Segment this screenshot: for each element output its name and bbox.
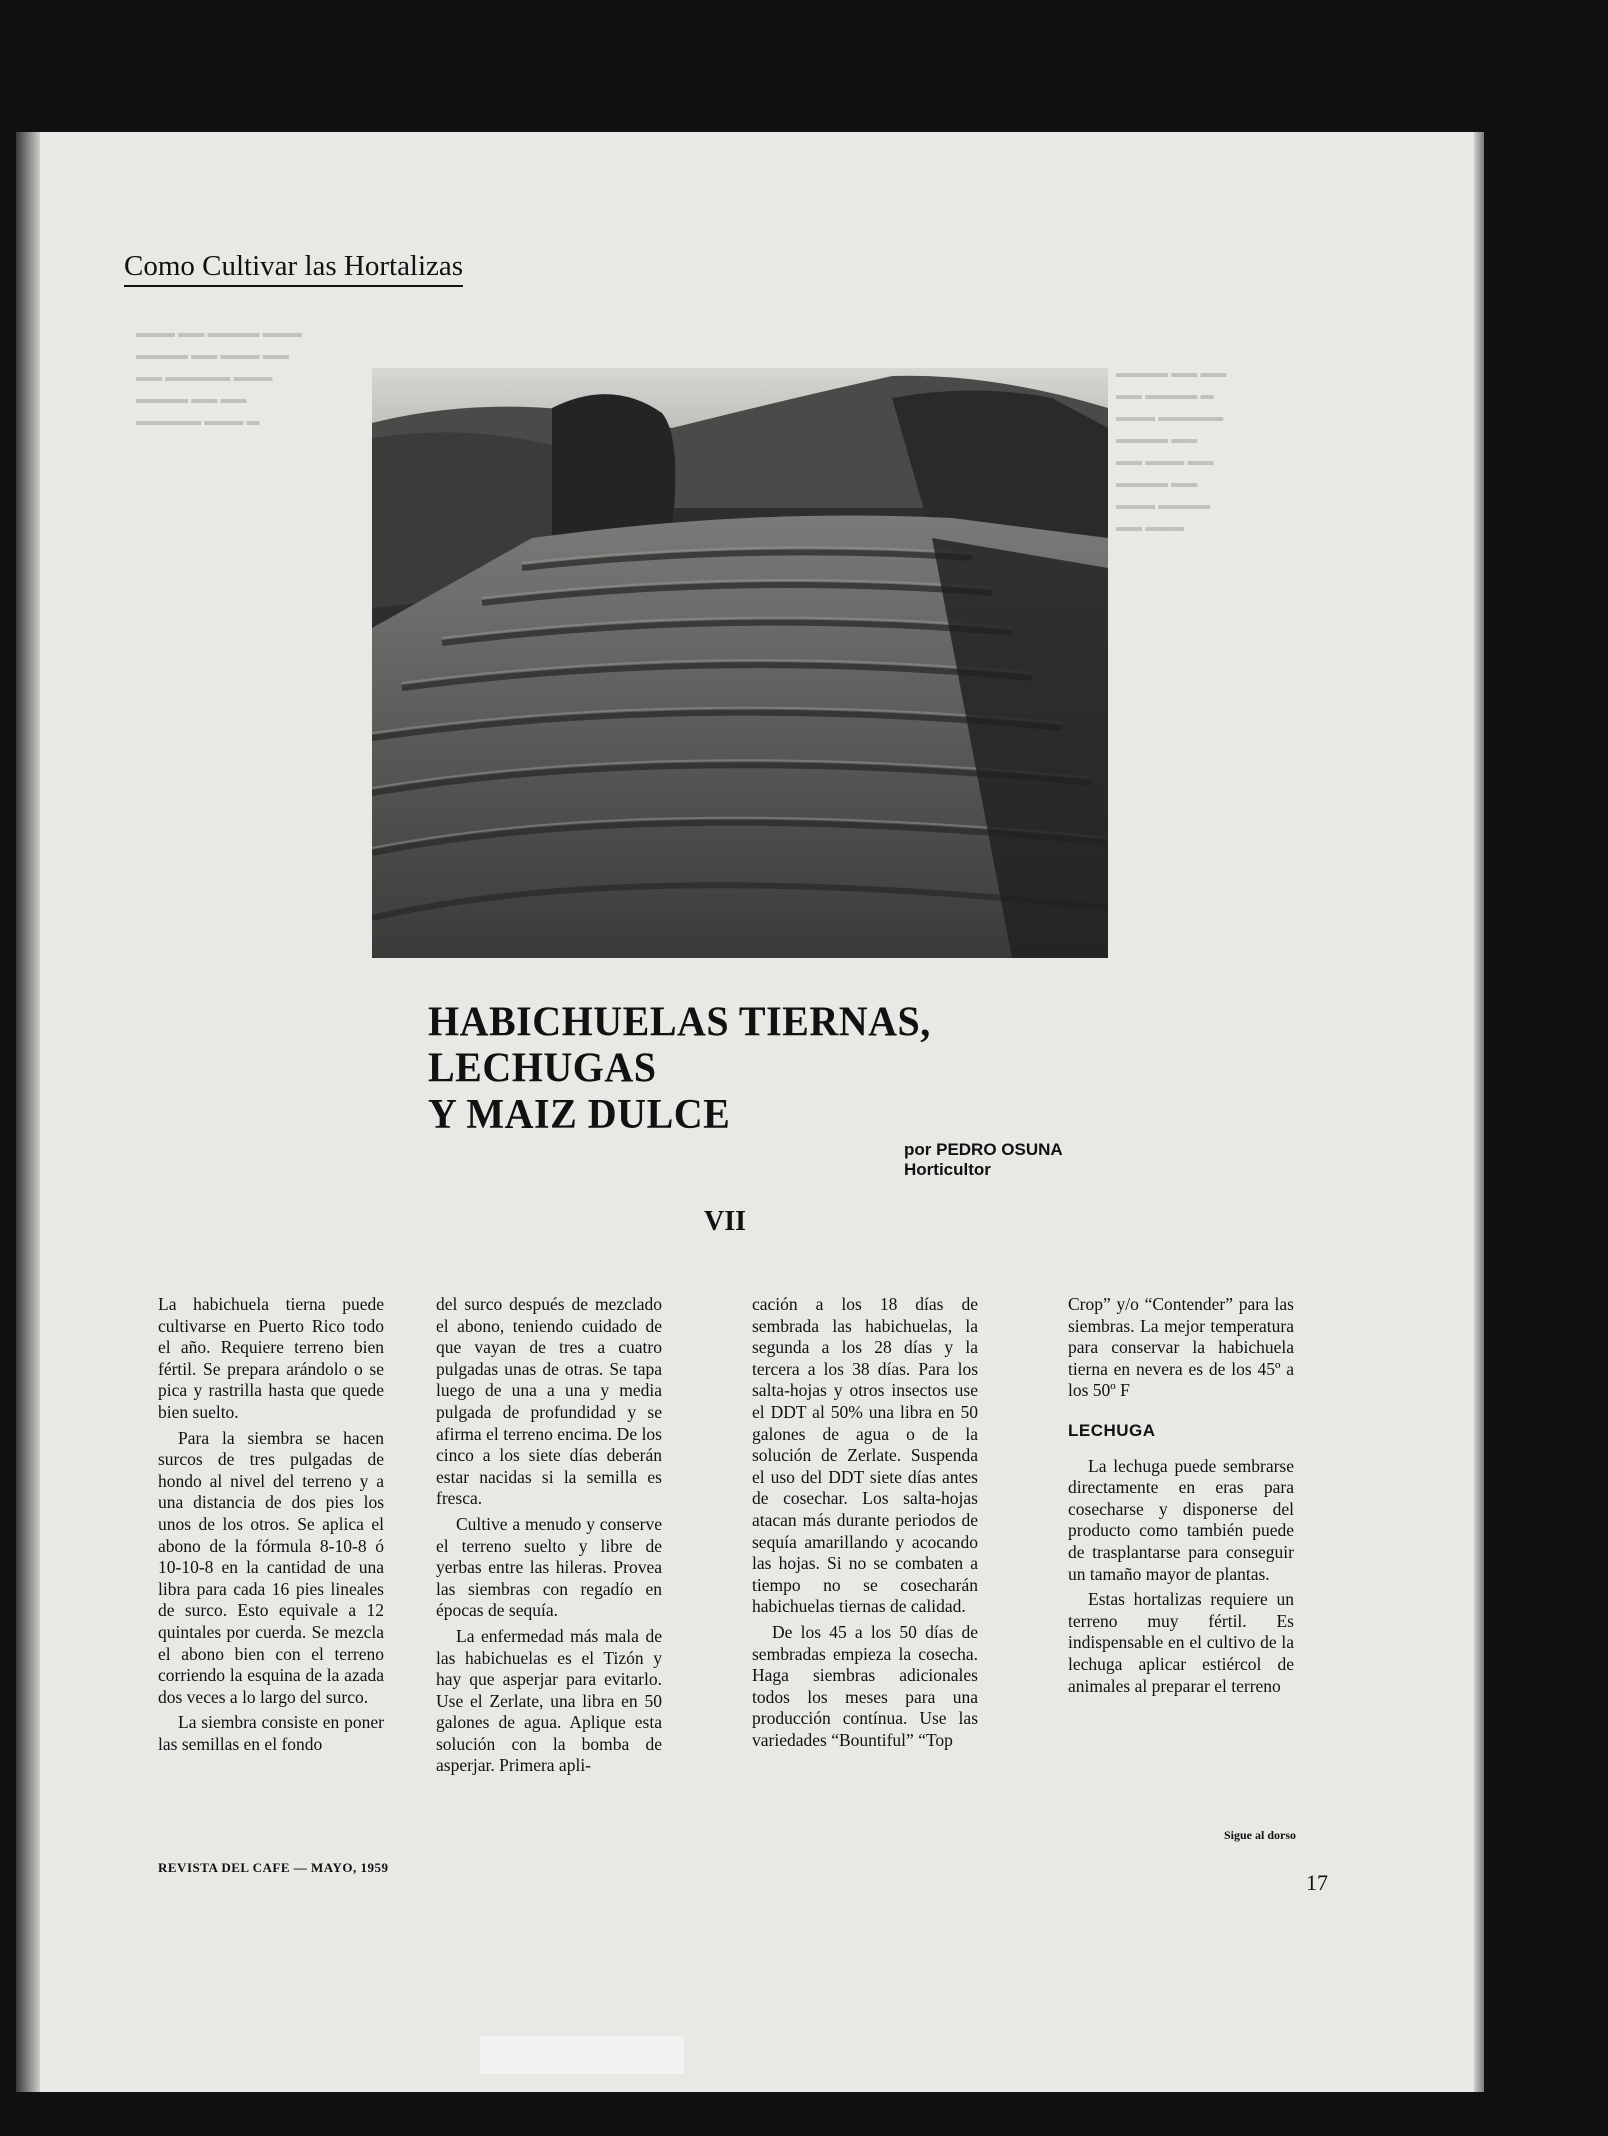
headline-line-1: HABICHUELAS TIERNAS, LECHUGAS bbox=[428, 997, 931, 1092]
part-number: VII bbox=[704, 1206, 747, 1237]
author-name: por PEDRO OSUNA bbox=[904, 1140, 1063, 1159]
text-column-1 bbox=[158, 1294, 384, 1759]
paragraph: La enfermedad más mala de las habichuelas es el Tizón y hay que asperjar para evitarlo. Use el Zerlate, una libra en 50 galones de agua. Aplique esta solución con la bomba de asperjar. Primera apli- bbox=[436, 1625, 662, 1776]
paragraph: del surco después de mezclado el abono, teniendo cuidado de que vayan de tres a cuatro pulgadas unas de otras. Se tapa luego de una a una y media pulgada de profundidad y se afirma el terreno encima. De los cinco a los siete días deberán estar nacidas si la semilla es fresca. bbox=[436, 1294, 662, 1509]
paragraph: Estas hortalizas requiere un terreno muy fértil. Es indispensable en el cultivo de la lechuga aplicar estiércol de animales al preparar el terreno bbox=[1068, 1589, 1294, 1696]
field-image bbox=[372, 368, 1108, 958]
gutter-shadow bbox=[16, 132, 40, 2092]
paragraph: La lechuga puede sembrarse directamente en eras para cosecharse y disponerse del producto como también puede de trasplantarse para conseguir un tamaño mayor de plantas. bbox=[1068, 1455, 1294, 1584]
paragraph: Para la siembra se hacen surcos de tres pulgadas de hondo al nivel del terreno y a una distancia de dos pies los unos de los otros. Se aplica el abono de la fórmula 8-10-8 ó 10-10-8 en la cantidad de una libra para cada 16 pies lineales de surco. Esto equivale a 12 quintales por cuerda. Se mezcla el abono bien con el terreno corriendo la esquina de la azada dos veces a lo largo del surco. bbox=[158, 1427, 384, 1707]
bleed-through-text-right: ▬▬▬▬ ▬▬ ▬▬ ▬▬ ▬▬▬▬ ▬ ▬▬▬ ▬▬▬▬▬ ▬▬▬▬ ▬▬ ▬▬ ▬▬▬ ▬▬ ▬▬▬▬ ▬▬ ▬▬▬ ▬▬▬▬ ▬▬ ▬▬▬ bbox=[1116, 365, 1227, 534]
paragraph: Cultive a menudo y conserve el terreno suelto y libre de yerbas entre las hileras. Provea las siembras con regadío en épocas de sequía. bbox=[436, 1513, 662, 1621]
page-edge bbox=[1474, 132, 1484, 2092]
text-column-2 bbox=[436, 1294, 662, 1781]
bleed-through-text: ▬▬▬ ▬▬ ▬▬▬▬ ▬▬▬ ▬▬▬▬ ▬▬ ▬▬▬ ▬▬ ▬▬ ▬▬▬▬▬ ▬▬▬ ▬▬▬▬ ▬▬ ▬▬ ▬▬▬▬▬ ▬▬▬ ▬ bbox=[136, 325, 302, 428]
text-column-4 bbox=[1068, 1294, 1294, 1701]
scan-label-tab bbox=[480, 2036, 684, 2074]
paragraph: De los 45 a los 50 días de sembradas empieza la cosecha. Haga siembras adicionales todos los meses para una producción contínua. Use las variedades “Bountiful” “Top bbox=[752, 1621, 978, 1750]
lechuga-subheading: LECHUGA bbox=[1068, 1420, 1156, 1440]
paragraph: Crop” y/o “Contender” para las siembras. La mejor temperatura para conservar la habichuela tierna en nevera es de los 45º a los 50º F bbox=[1068, 1294, 1294, 1401]
text-column-3 bbox=[752, 1294, 978, 1755]
continued-note: Sigue al dorso bbox=[1224, 1828, 1297, 1842]
paragraph: La siembra consiste en poner las semillas en el fondo bbox=[158, 1712, 384, 1754]
paragraph: La habichuela tierna puede cultivarse en Puerto Rico todo el año. Requiere terreno bien fértil. Se prepara arándolo o se pica y rastrilla hasta que quede bien suelto. bbox=[158, 1294, 384, 1422]
author-title: Horticultor bbox=[904, 1160, 991, 1179]
byline bbox=[904, 1140, 1063, 1180]
section-title: Como Cultivar las Hortalizas bbox=[124, 250, 463, 287]
page-number: 17 bbox=[1306, 1870, 1328, 1895]
field-photo bbox=[372, 368, 1108, 958]
article-headline bbox=[428, 999, 1128, 1138]
journal-footer: REVISTA DEL CAFE — MAYO, 1959 bbox=[158, 1860, 389, 1875]
paragraph: cación a los 18 días de sembrada las habichuelas, la segunda a los 28 días y la tercera a los 38 días. Para los salta-hojas y otros insectos use el DDT al 50% una libra en 50 galones de agua o de la solución de Zerlate. Suspenda el uso del DDT siete días antes de cosechar. Los salta-hojas atacan más durante periodos de sequía amarillando y acocando las hojas. Si no se combaten a tiempo no se cosecharán habichuelas tiernas de calidad. bbox=[752, 1294, 978, 1617]
headline-line-2: Y MAIZ DULCE bbox=[428, 1090, 731, 1138]
magazine-page bbox=[16, 132, 1484, 2092]
